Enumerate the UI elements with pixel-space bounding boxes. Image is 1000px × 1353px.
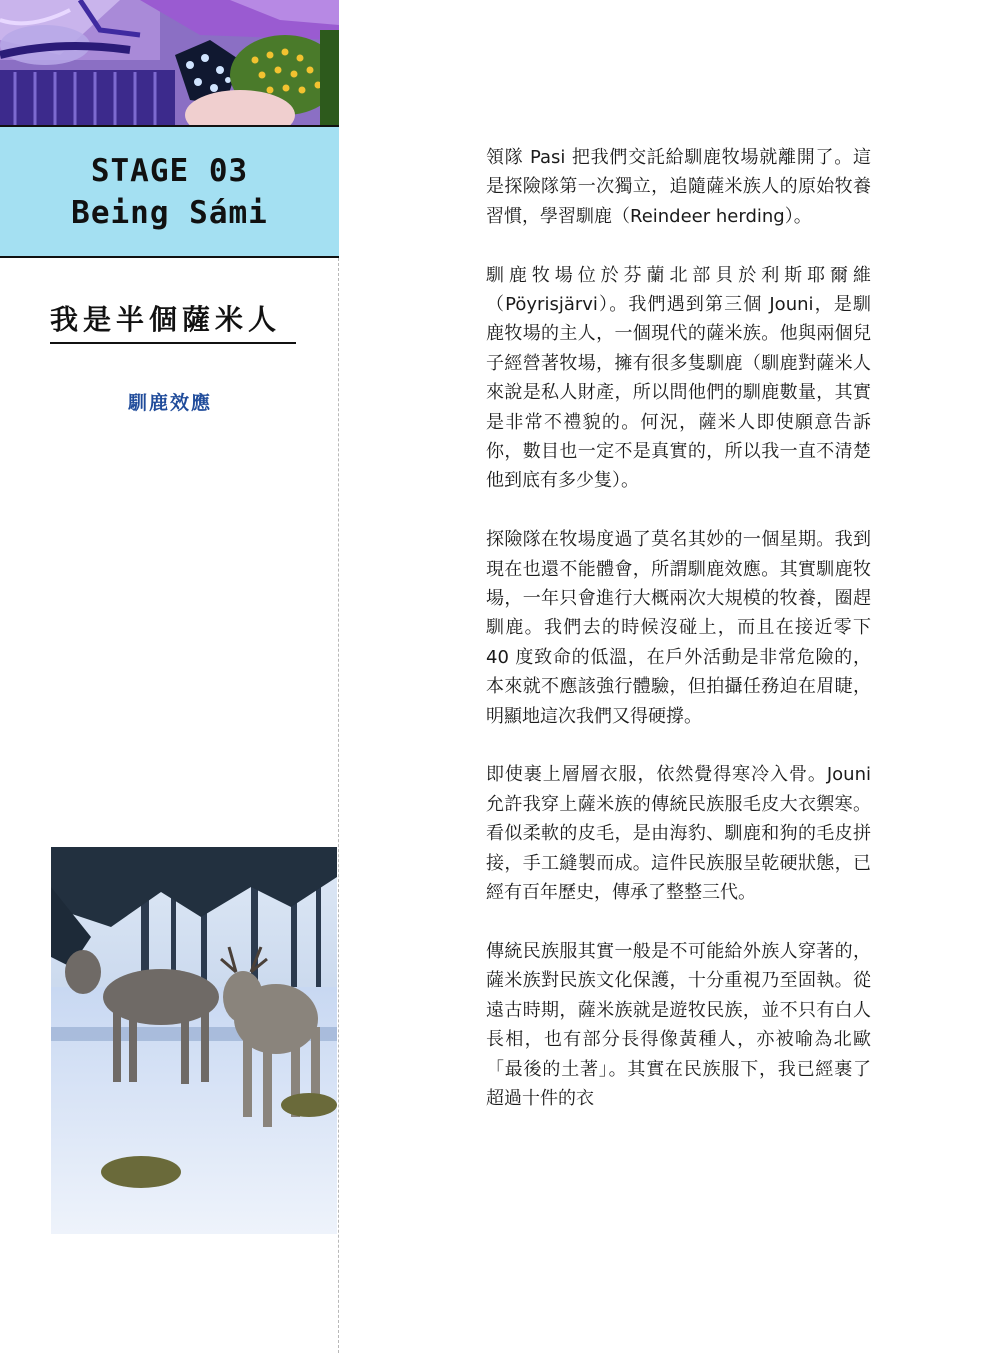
body-paragraph: 傳統民族服其實一般是不可能給外族人穿著的，薩米族對民族文化保護，十分重視乃至固執。從遠古時期，薩米族就是遊牧民族，並不只有白人長相，也有部分長得像黃種人，亦被喻為北歐「最後的土著」。其實在民族服下，我已經裹了超過十件的衣 [486,940,871,1109]
stage-number: STAGE 03 [90,152,249,189]
article-subtitle: 馴鹿效應 [127,392,212,414]
column-divider [338,258,339,1353]
body-paragraph: 即使裹上層層衣服，依然覺得寒冷入骨。Jouni 允許我穿上薩米族的傳統民族服毛皮大衣禦寒。看似柔軟的皮毛，是由海豹、馴鹿和狗的毛皮拼接，手工縫製而成。這件民族服呈乾硬狀態，已經有百年歷史，傳承了整整三代。 [486,764,871,904]
body-paragraph: 領隊 Pasi 把我們交託給馴鹿牧場就離開了。這是探險隊第一次獨立，追隨薩米族人的原始牧養習慣，學習馴鹿（Reindeer herding）。 [486,147,871,227]
abstract-painting-illustration [0,0,339,125]
stage-title: Being Sámi [71,194,268,231]
reindeer-snow-image [51,847,337,1234]
body-paragraph: 馴鹿牧場位於芬蘭北部貝於利斯耶爾維（Pöyrisjärvi）。我們遇到第三個 Jouni，是馴鹿牧場的主人，一個現代的薩米族。他與兩個兒子經營著牧場，擁有很多隻馴鹿（馴鹿對薩米人來說是私人財產，所以問他們的馴鹿數量，其實是非常不禮貌的。何況，薩米人即使願意告訴你，數目也一定不是真實的，所以我一直不清楚他到底有多少隻）。 [486,264,871,492]
reindeer-photo [51,847,337,1234]
body-paragraph: 探險隊在牧場度過了莫名其妙的一個星期。我到現在也還不能體會，所謂馴鹿效應。其實馴鹿牧場，一年只會進行大概兩次大規模的牧養，圈趕馴鹿。我們去的時候沒碰上，而且在接近零下 40 度致命的低溫，在戶外活動是非常危險的，本來就不應該強行體驗，但拍攝任務迫在眉睫，明顯地這次我們又得硬撐。 [486,529,871,727]
stage-header [0,125,339,258]
article-title: 我是半個薩米人 [50,298,296,344]
article-body [486,143,871,1143]
decorative-banner [0,0,339,125]
